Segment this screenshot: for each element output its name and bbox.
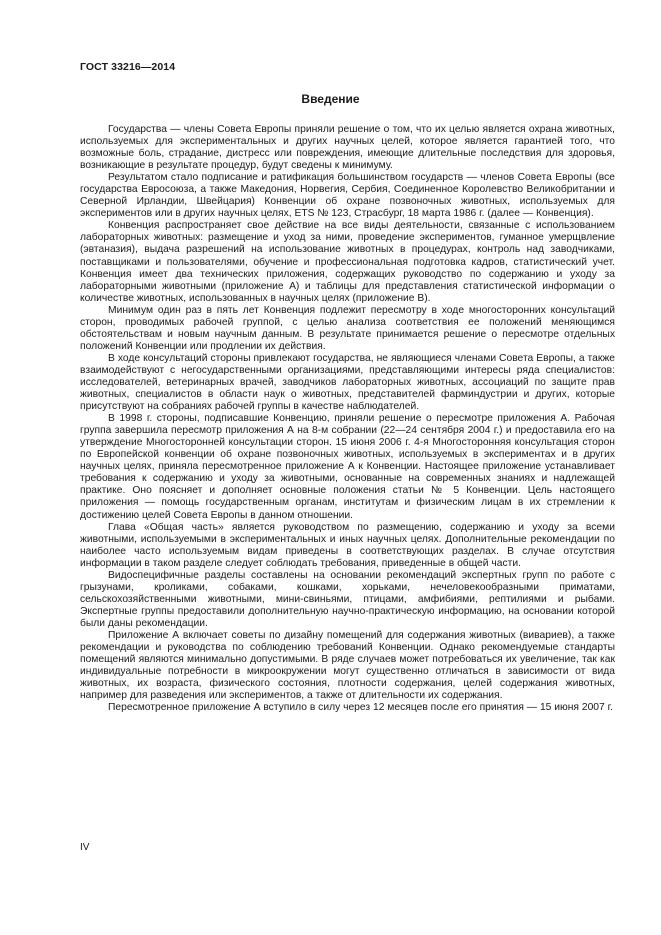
paragraph: Результатом стало подписание и ратификация большинством государств — членов Совета Европы (все государства Евросоюза, а также Македония, Норвегия, Сербия, Соединенное Королевство Великобритании и Северной Ирландии, Швейцария) Конвенции об охране позвоночных животных, используемых для экспериментов или в других научных целях, ETS № 123, Страсбург, 18 марта 1986 г. (далее — Конвенция). (80, 172, 615, 220)
paragraph: Конвенция распространяет свое действие на все виды деятельности, связанные с использованием лабораторных животных: размещение и уход за ними, проведение экспериментов, гуманное умерщвление (эвтаназия), выдача разрешений на использование животных в процедурах, контроль над заводчиками, поставщиками и пользователями, обучение и профессиональная подготовка кадров, статистический учет. Конвенция имеет два технических приложения, содержащих руководство по содержанию и уходу за лабораторными животными (приложение А) и таблицы для представления статистической информации о количестве животных, использованных в научных целях (приложение В). (80, 220, 615, 304)
document-header: ГОСТ 33216—2014 (80, 61, 176, 73)
paragraph: В 1998 г. стороны, подписавшие Конвенцию, приняли решение о пересмотре приложения А. Рабочая группа завершила пересмотр приложения А на 8-м собрании (22—24 сентября 2004 г.) и предоставила его на утверждение Многосторонней консультации сторон. 15 июня 2006 г. 4-я Многосторонняя консультация сторон по Европейской конвенции об охране позвоночных животных, используемых в экспериментах и в других научных целях, приняла пересмотренное приложение А к Конвенции. Настоящее приложение устанавливает требования к содержанию и уходу за животными, основанные на современных знаниях и надлежащей практике. Оно поясняет и дополняет основные положения статьи № 5 Конвенции. Цель настоящего приложения — помощь государственным органам, институтам и физическим лицам в их стремлении к достижению целей Совета Европы в данном отношении. (80, 413, 615, 521)
paragraph: Видоспецифичные разделы составлены на основании рекомендаций экспертных групп по работе с грызунами, кроликами, собаками, кошками, хорьками, нечеловекообразными приматами, сельскохозяйственными животными, мини-свиньями, птицами, амфибиями, рептилиями и рыбами. Экспертные группы предоставили дополнительную научно-практическую информацию, на основании которой были даны рекомендации. (80, 569, 615, 629)
paragraph: Глава «Общая часть» является руководством по размещению, содержанию и уходу за всеми животными, используемыми в экспериментальных и иных научных целях. Дополнительные рекомендации по наиболее часто используемым видам приведены в соответствующих разделах. В случае отсутствия информации в таком разделе следует соблюдать требования, приведенные в общей части. (80, 521, 615, 569)
paragraph: Пересмотренное приложение А вступило в силу через 12 месяцев после его принятия — 15 июня 2007 г. (108, 702, 613, 714)
section-title: Введение (301, 92, 360, 106)
page-number: IV (80, 842, 90, 853)
body-text (80, 124, 615, 714)
paragraph: Минимум один раз в пять лет Конвенция подлежит пересмотру в ходе многосторонних консультаций сторон, проводимых рабочей группой, с целью анализа соответствия ее положений меняющимся обстоятельствам и новым научным данным. В результате принимается решение о пересмотре отдельных положений Конвенции или продлении их действия. (80, 304, 615, 352)
paragraph: Приложение А включает советы по дизайну помещений для содержания животных (вивариев), а также рекомендации и руководства по соблюдению требований Конвенции. Однако рекомендуемые стандарты помещений являются минимально допустимыми. В ряде случаев может потребоваться их увеличение, так как индивидуальные потребности в микроокружении могут существенно отличаться в зависимости от вида животных, их возраста, физического состояния, плотности содержания, целей содержания животных, например для разведения или экспериментов, а также от длительности их содержания. (80, 629, 615, 702)
paragraph: Государства — члены Совета Европы приняли решение о том, что их целью является охрана животных, используемых для экспериментальных и других научных целей, которое является гарантией того, что возможные боль, страдание, дистресс или повреждения, имеющие длительные последствия для здоровья, возникающие в результате процедур, будут сведены к минимуму. (80, 124, 615, 172)
paragraph: В ходе консультаций стороны привлекают государства, не являющиеся членами Совета Европы, а также взаимодействуют с негосударственными организациями, представляющими интересы ряда специалистов: исследователей, ветеринарных врачей, заводчиков лабораторных животных, ассоциаций по защите прав животных, специалистов в области наук о животных, представителей фарминдустрии и других, которые присутствуют на собраниях рабочей группы в качестве наблюдателей. (80, 352, 615, 413)
